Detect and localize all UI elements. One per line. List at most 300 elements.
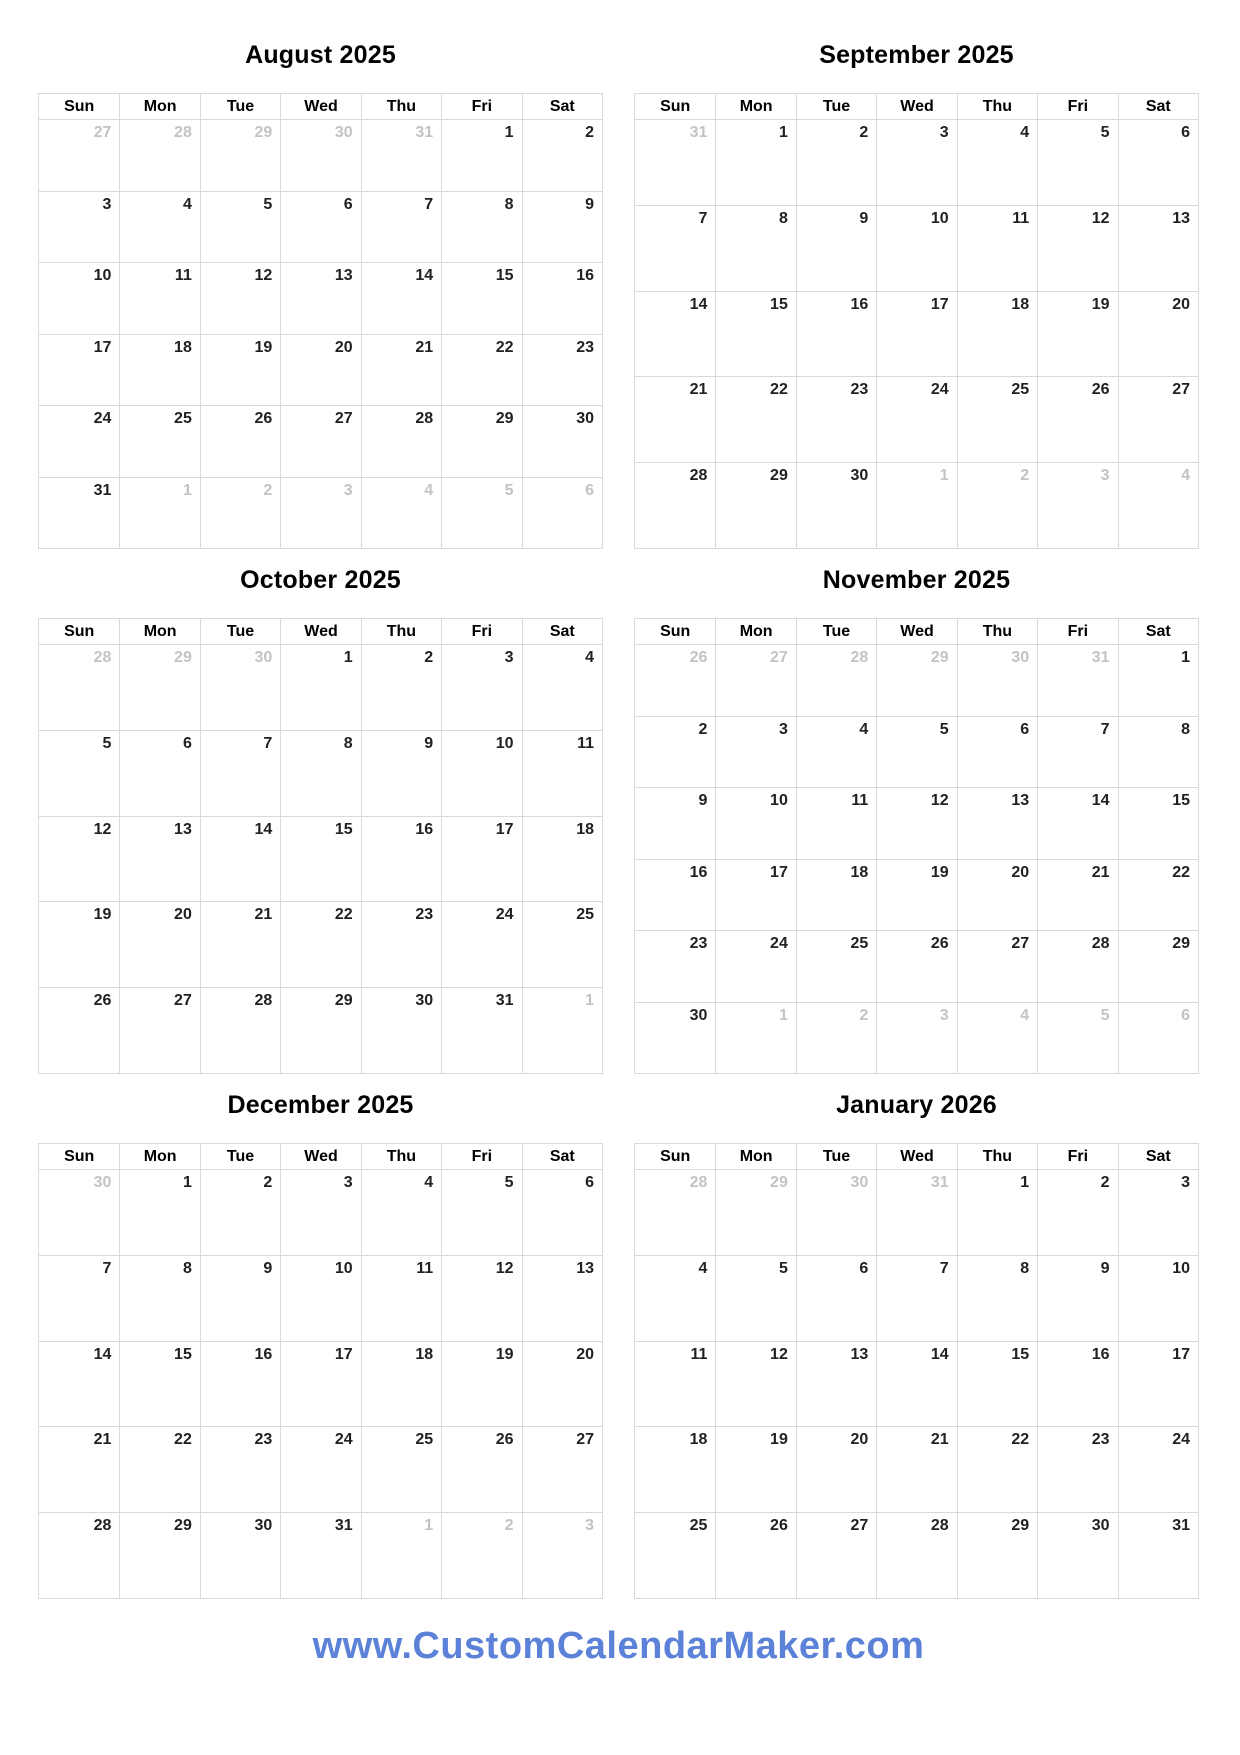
week-row	[635, 930, 1198, 1002]
day-cell: 19	[200, 335, 280, 406]
day-cell: 16	[522, 263, 602, 334]
day-cell: 11	[957, 206, 1037, 291]
day-cell: 9	[796, 206, 876, 291]
weekday-label: Sun	[660, 1147, 691, 1165]
day-cell: 6	[280, 192, 360, 263]
day-cell: 12	[441, 1256, 521, 1341]
week-row	[39, 816, 602, 902]
day-cell: 24	[715, 931, 795, 1002]
day-cell-outside: 31	[1037, 645, 1117, 716]
day-cell: 5	[200, 192, 280, 263]
day-cell: 1	[957, 1170, 1037, 1255]
month-january-2026	[634, 1090, 1199, 1599]
day-cell: 6	[1118, 120, 1198, 205]
week-row	[635, 1255, 1198, 1341]
week-row	[635, 1426, 1198, 1512]
weekday-label: Tue	[200, 94, 280, 119]
day-cell: 29	[441, 406, 521, 477]
day-cell: 29	[957, 1513, 1037, 1598]
day-cell-outside: 6	[522, 478, 602, 549]
day-cell: 22	[957, 1427, 1037, 1512]
day-cell: 18	[957, 292, 1037, 377]
day-cell: 12	[200, 263, 280, 334]
day-cell-outside: 2	[957, 463, 1037, 548]
day-cell-outside: 28	[689, 1174, 708, 1191]
day-cell: 15	[1118, 788, 1198, 859]
day-cell: 18	[119, 335, 199, 406]
day-cell: 13	[280, 263, 360, 334]
day-cell: 18	[522, 817, 602, 902]
month-calendar	[634, 93, 1199, 549]
week-row	[39, 119, 602, 191]
day-cell: 13	[1118, 206, 1198, 291]
day-cell: 1	[1118, 645, 1198, 716]
day-cell: 4	[361, 1170, 441, 1255]
month-title: January 2026	[836, 1091, 997, 1119]
day-cell: 26	[715, 1513, 795, 1598]
day-cell-outside: 1	[361, 1513, 441, 1598]
day-cell: 26	[1037, 377, 1117, 462]
weekday-header-row	[39, 94, 602, 119]
weekday-label: Tue	[796, 94, 876, 119]
day-cell: 2	[1037, 1170, 1117, 1255]
weekday-label: Wed	[876, 1144, 956, 1169]
day-cell: 10	[280, 1256, 360, 1341]
day-cell: 11	[522, 731, 602, 816]
day-cell: 3	[876, 120, 956, 205]
week-row	[39, 1426, 602, 1512]
day-cell: 11	[796, 788, 876, 859]
weekday-label: Fri	[441, 1144, 521, 1169]
day-cell: 3	[280, 1170, 360, 1255]
day-cell: 7	[1037, 717, 1117, 788]
day-cell: 19	[93, 906, 112, 924]
week-row	[39, 477, 602, 549]
day-cell: 25	[119, 406, 199, 477]
day-cell: 4	[522, 645, 602, 730]
week-row	[39, 644, 602, 730]
day-cell: 22	[119, 1427, 199, 1512]
day-cell-outside: 31	[361, 120, 441, 191]
week-row	[635, 376, 1198, 462]
weekday-label: Sat	[522, 619, 602, 644]
day-cell: 10	[876, 206, 956, 291]
day-cell: 21	[689, 381, 708, 399]
month-calendar	[634, 618, 1199, 1074]
day-cell-outside: 1	[522, 988, 602, 1073]
week-row	[635, 1341, 1198, 1427]
day-cell: 6	[796, 1256, 876, 1341]
weekday-label: Thu	[957, 619, 1037, 644]
day-cell: 26	[93, 992, 112, 1010]
day-cell: 13	[796, 1342, 876, 1427]
weekday-label: Sat	[1118, 619, 1198, 644]
day-cell: 11	[361, 1256, 441, 1341]
month-august-2025	[38, 40, 603, 549]
day-cell-outside: 31	[689, 124, 708, 141]
day-cell: 20	[119, 902, 199, 987]
day-cell: 27	[119, 988, 199, 1073]
day-cell: 2	[698, 720, 708, 738]
weekday-label: Fri	[441, 94, 521, 119]
week-row	[39, 262, 602, 334]
month-september-2025	[634, 40, 1199, 549]
day-cell: 23	[200, 1427, 280, 1512]
day-cell: 13	[119, 817, 199, 902]
day-cell: 4	[698, 1259, 708, 1277]
day-cell: 20	[796, 1427, 876, 1512]
day-cell: 19	[441, 1342, 521, 1427]
month-december-2025	[38, 1090, 603, 1599]
day-cell: 31	[280, 1513, 360, 1598]
day-cell: 12	[93, 820, 112, 838]
day-cell: 6	[522, 1170, 602, 1255]
month-calendar	[634, 1143, 1199, 1599]
day-cell: 15	[119, 1342, 199, 1427]
month-calendar	[38, 618, 603, 1074]
day-cell-outside: 28	[119, 120, 199, 191]
weekday-label: Mon	[119, 94, 199, 119]
day-cell: 31	[1118, 1513, 1198, 1598]
day-cell: 22	[1118, 860, 1198, 931]
weekday-label: Sun	[64, 1147, 95, 1165]
day-cell-outside: 30	[796, 1170, 876, 1255]
week-row	[635, 1512, 1198, 1598]
weekday-label: Sun	[64, 622, 95, 640]
day-cell: 5	[715, 1256, 795, 1341]
day-cell: 1	[715, 120, 795, 205]
weekday-header-row	[635, 1144, 1198, 1169]
day-cell: 8	[441, 192, 521, 263]
week-row	[635, 716, 1198, 788]
day-cell-outside: 30	[280, 120, 360, 191]
day-cell: 5	[441, 1170, 521, 1255]
day-cell: 27	[522, 1427, 602, 1512]
day-cell: 10	[93, 267, 112, 284]
week-row	[39, 730, 602, 816]
day-cell: 24	[1118, 1427, 1198, 1512]
day-cell-outside: 27	[715, 645, 795, 716]
day-cell: 24	[93, 410, 112, 427]
day-cell: 7	[698, 209, 708, 227]
day-cell: 10	[441, 731, 521, 816]
day-cell-outside: 28	[93, 649, 112, 666]
day-cell: 20	[280, 335, 360, 406]
weekday-label: Mon	[715, 619, 795, 644]
day-cell: 20	[957, 860, 1037, 931]
day-cell: 18	[689, 1431, 708, 1449]
day-cell-outside: 1	[119, 478, 199, 549]
day-cell: 25	[361, 1427, 441, 1512]
day-cell: 17	[280, 1342, 360, 1427]
weekday-label: Thu	[361, 1144, 441, 1169]
day-cell: 14	[200, 817, 280, 902]
week-row	[635, 205, 1198, 291]
day-cell: 4	[119, 192, 199, 263]
watermark	[38, 1625, 1199, 1668]
day-cell: 21	[1037, 860, 1117, 931]
day-cell-outside: 4	[957, 1003, 1037, 1074]
day-cell: 17	[93, 338, 112, 356]
day-cell: 2	[796, 120, 876, 205]
week-row	[635, 1169, 1198, 1255]
day-cell: 30	[361, 988, 441, 1073]
day-cell: 21	[876, 1427, 956, 1512]
day-cell: 8	[1118, 717, 1198, 788]
day-cell: 27	[280, 406, 360, 477]
day-cell: 2	[200, 1170, 280, 1255]
day-cell: 6	[119, 731, 199, 816]
day-cell: 14	[1037, 788, 1117, 859]
day-cell: 22	[715, 377, 795, 462]
week-row	[39, 405, 602, 477]
day-cell: 27	[957, 931, 1037, 1002]
day-cell-outside: 29	[119, 645, 199, 730]
weekday-label: Thu	[361, 619, 441, 644]
day-cell: 13	[957, 788, 1037, 859]
week-row	[39, 1255, 602, 1341]
day-cell: 30	[689, 1006, 708, 1024]
day-cell: 21	[200, 902, 280, 987]
day-cell: 16	[796, 292, 876, 377]
week-row	[635, 462, 1198, 548]
day-cell: 19	[715, 1427, 795, 1512]
month-title: October 2025	[240, 566, 401, 594]
day-cell-outside: 1	[715, 1003, 795, 1074]
day-cell: 28	[689, 467, 708, 485]
day-cell-outside: 30	[957, 645, 1037, 716]
day-cell: 9	[522, 192, 602, 263]
day-cell: 7	[102, 1259, 112, 1277]
day-cell-outside: 3	[1037, 463, 1117, 548]
month-title: August 2025	[245, 41, 396, 69]
day-cell-outside: 2	[441, 1513, 521, 1598]
day-cell: 2	[522, 120, 602, 191]
weekday-label: Fri	[1037, 619, 1117, 644]
day-cell: 24	[280, 1427, 360, 1512]
day-cell: 15	[957, 1342, 1037, 1427]
weekday-label: Tue	[796, 619, 876, 644]
weekday-label: Thu	[957, 1144, 1037, 1169]
day-cell: 28	[200, 988, 280, 1073]
day-cell: 7	[361, 192, 441, 263]
day-cell: 7	[876, 1256, 956, 1341]
day-cell: 16	[1037, 1342, 1117, 1427]
weekday-header-row	[635, 94, 1198, 119]
day-cell: 28	[361, 406, 441, 477]
weekday-label: Thu	[361, 94, 441, 119]
weekday-label: Thu	[957, 94, 1037, 119]
day-cell: 14	[876, 1342, 956, 1427]
day-cell: 26	[200, 406, 280, 477]
day-cell: 29	[1118, 931, 1198, 1002]
day-cell: 14	[93, 1345, 112, 1363]
month-november-2025	[634, 565, 1199, 1074]
month-calendar	[38, 1143, 603, 1599]
day-cell-outside: 29	[715, 1170, 795, 1255]
weekday-label: Mon	[119, 1144, 199, 1169]
day-cell: 15	[280, 817, 360, 902]
day-cell-outside: 31	[876, 1170, 956, 1255]
week-row	[635, 1002, 1198, 1074]
month-calendar	[38, 93, 603, 549]
month-title: November 2025	[822, 566, 1011, 594]
weekday-label: Wed	[876, 94, 956, 119]
day-cell: 12	[1037, 206, 1117, 291]
day-cell-outside: 26	[689, 649, 708, 666]
month-october-2025	[38, 565, 603, 1074]
day-cell: 30	[200, 1513, 280, 1598]
day-cell: 10	[715, 788, 795, 859]
weekday-label: Tue	[796, 1144, 876, 1169]
day-cell: 26	[876, 931, 956, 1002]
day-cell-outside: 5	[441, 478, 521, 549]
day-cell: 20	[1118, 292, 1198, 377]
weekday-header-row	[635, 619, 1198, 644]
day-cell: 2	[361, 645, 441, 730]
day-cell: 27	[796, 1513, 876, 1598]
day-cell: 29	[715, 463, 795, 548]
day-cell: 25	[796, 931, 876, 1002]
day-cell: 11	[119, 263, 199, 334]
day-cell-outside: 3	[280, 478, 360, 549]
weekday-label: Wed	[280, 619, 360, 644]
week-row	[39, 987, 602, 1073]
day-cell: 21	[361, 335, 441, 406]
day-cell: 4	[957, 120, 1037, 205]
week-row	[635, 644, 1198, 716]
day-cell: 22	[441, 335, 521, 406]
day-cell: 15	[715, 292, 795, 377]
day-cell: 3	[102, 195, 112, 213]
day-cell: 5	[102, 734, 112, 752]
week-row	[39, 901, 602, 987]
day-cell: 29	[280, 988, 360, 1073]
day-cell: 4	[796, 717, 876, 788]
day-cell: 25	[522, 902, 602, 987]
weekday-label: Sat	[1118, 1144, 1198, 1169]
day-cell: 14	[689, 295, 708, 313]
day-cell: 16	[689, 863, 708, 881]
day-cell: 22	[280, 902, 360, 987]
day-cell: 25	[689, 1517, 708, 1535]
day-cell: 18	[796, 860, 876, 931]
day-cell-outside: 30	[200, 645, 280, 730]
week-row	[635, 119, 1198, 205]
day-cell: 24	[876, 377, 956, 462]
day-cell: 19	[1037, 292, 1117, 377]
weekday-label: Sun	[660, 622, 691, 640]
day-cell: 9	[698, 792, 708, 809]
day-cell: 5	[1037, 120, 1117, 205]
day-cell: 28	[1037, 931, 1117, 1002]
day-cell: 1	[280, 645, 360, 730]
day-cell: 30	[1037, 1513, 1117, 1598]
weekday-label: Fri	[1037, 94, 1117, 119]
day-cell: 20	[522, 1342, 602, 1427]
month-title: December 2025	[227, 1091, 414, 1119]
day-cell-outside: 4	[1118, 463, 1198, 548]
day-cell-outside: 29	[876, 645, 956, 716]
weekday-label: Sat	[522, 94, 602, 119]
day-cell-outside: 3	[876, 1003, 956, 1074]
weekday-label: Mon	[715, 1144, 795, 1169]
day-cell: 23	[361, 902, 441, 987]
day-cell: 8	[957, 1256, 1037, 1341]
week-row	[39, 334, 602, 406]
day-cell: 17	[441, 817, 521, 902]
weekday-label: Mon	[119, 619, 199, 644]
day-cell: 27	[1118, 377, 1198, 462]
weekday-label: Sat	[1118, 94, 1198, 119]
weekday-label: Fri	[441, 619, 521, 644]
day-cell: 12	[876, 788, 956, 859]
day-cell-outside: 29	[200, 120, 280, 191]
day-cell: 23	[689, 935, 708, 952]
day-cell: 3	[715, 717, 795, 788]
day-cell: 8	[715, 206, 795, 291]
day-cell: 24	[441, 902, 521, 987]
weekday-label: Sun	[64, 97, 95, 115]
weekday-header-row	[39, 619, 602, 644]
weekday-label: Fri	[1037, 1144, 1117, 1169]
day-cell: 21	[93, 1431, 112, 1449]
day-cell: 9	[200, 1256, 280, 1341]
weekday-label: Sat	[522, 1144, 602, 1169]
day-cell-outside: 1	[876, 463, 956, 548]
day-cell-outside: 2	[200, 478, 280, 549]
months-grid	[38, 40, 1199, 1599]
day-cell: 13	[522, 1256, 602, 1341]
day-cell: 1	[441, 120, 521, 191]
day-cell: 16	[200, 1342, 280, 1427]
weekday-label: Wed	[280, 1144, 360, 1169]
day-cell: 6	[957, 717, 1037, 788]
day-cell: 10	[1118, 1256, 1198, 1341]
day-cell: 7	[200, 731, 280, 816]
day-cell-outside: 27	[93, 124, 112, 141]
day-cell: 12	[715, 1342, 795, 1427]
watermark-link[interactable]: www.CustomCalendarMaker.com	[312, 1625, 925, 1667]
day-cell-outside: 4	[361, 478, 441, 549]
day-cell: 3	[1118, 1170, 1198, 1255]
weekday-label: Tue	[200, 619, 280, 644]
day-cell: 9	[1037, 1256, 1117, 1341]
week-row	[39, 1512, 602, 1598]
weekday-label: Wed	[876, 619, 956, 644]
weekday-header-row	[39, 1144, 602, 1169]
day-cell: 15	[441, 263, 521, 334]
day-cell: 23	[522, 335, 602, 406]
day-cell: 9	[361, 731, 441, 816]
day-cell: 5	[876, 717, 956, 788]
day-cell: 31	[93, 481, 112, 499]
day-cell-outside: 3	[522, 1513, 602, 1598]
day-cell: 14	[361, 263, 441, 334]
weekday-label: Mon	[715, 94, 795, 119]
day-cell-outside: 2	[796, 1003, 876, 1074]
day-cell-outside: 6	[1118, 1003, 1198, 1074]
day-cell-outside: 28	[796, 645, 876, 716]
day-cell-outside: 30	[93, 1174, 112, 1191]
day-cell: 30	[796, 463, 876, 548]
day-cell: 23	[796, 377, 876, 462]
weekday-label: Wed	[280, 94, 360, 119]
day-cell-outside: 5	[1037, 1003, 1117, 1074]
day-cell: 25	[957, 377, 1037, 462]
day-cell: 8	[119, 1256, 199, 1341]
day-cell: 28	[93, 1517, 112, 1535]
